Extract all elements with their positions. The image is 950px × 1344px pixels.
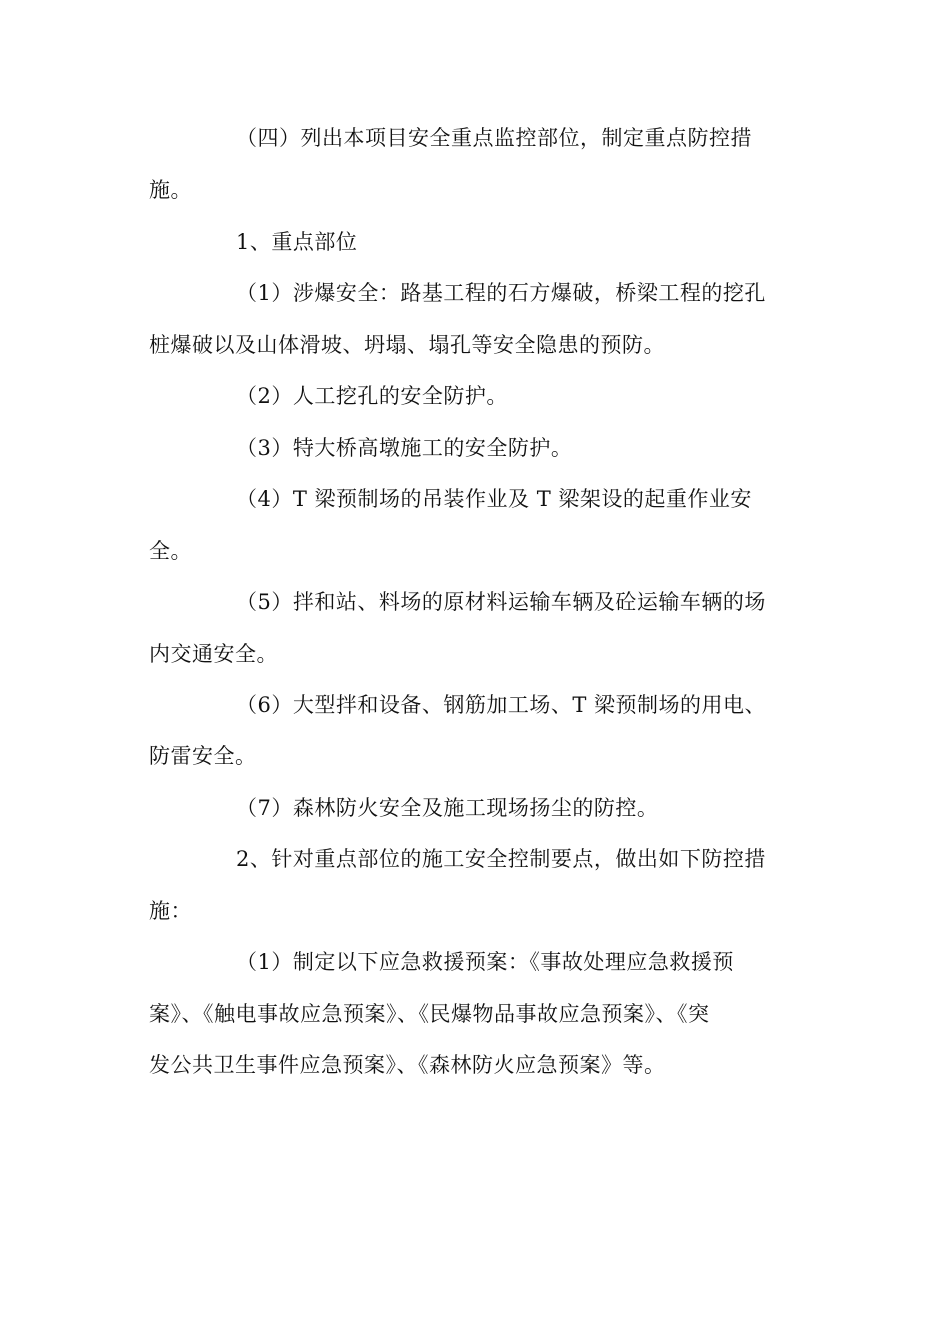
paragraph-line: 发公共卫生事件应急预案》、《森林防火应急预案》等。 [149,1053,666,1077]
paragraph-line: （4）T 梁预制场的吊装作业及 T 梁架设的起重作业安 [236,487,752,511]
paragraph-line: （1）涉爆安全：路基工程的石方爆破，桥梁工程的挖孔 [236,281,766,305]
paragraph-line: 内交通安全。 [149,642,278,666]
paragraph-line: 桩爆破以及山体滑坡、坍塌、塌孔等安全隐患的预防。 [149,333,665,357]
paragraph-line: （1）制定以下应急救援预案：《事故处理应急救援预 [236,950,734,974]
paragraph-line: （7）森林防火安全及施工现场扬尘的防控。 [236,796,659,820]
paragraph-line: 施： [149,899,192,923]
paragraph-line: （6）大型拌和设备、钢筋加工场、T 梁预制场的用电、 [236,693,767,717]
section-heading: 2、针对重点部位的施工安全控制要点，做出如下防控措 [236,847,766,871]
paragraph-line: （5）拌和站、料场的原材料运输车辆及砼运输车辆的场 [236,590,766,614]
paragraph-line: （四）列出本项目安全重点监控部位，制定重点防控措 [236,126,752,150]
paragraph-line: 全。 [149,539,192,563]
paragraph-line: （2）人工挖孔的安全防护。 [236,384,508,408]
section-heading: 1、重点部位 [236,230,358,254]
paragraph-line: 施。 [149,178,192,202]
paragraph-line: 案》、《触电事故应急预案》、《民爆物品事故应急预案》、《突 [149,1002,710,1026]
paragraph-line: （3）特大桥高墩施工的安全防护。 [236,436,573,460]
paragraph-line: 防雷安全。 [149,744,257,768]
